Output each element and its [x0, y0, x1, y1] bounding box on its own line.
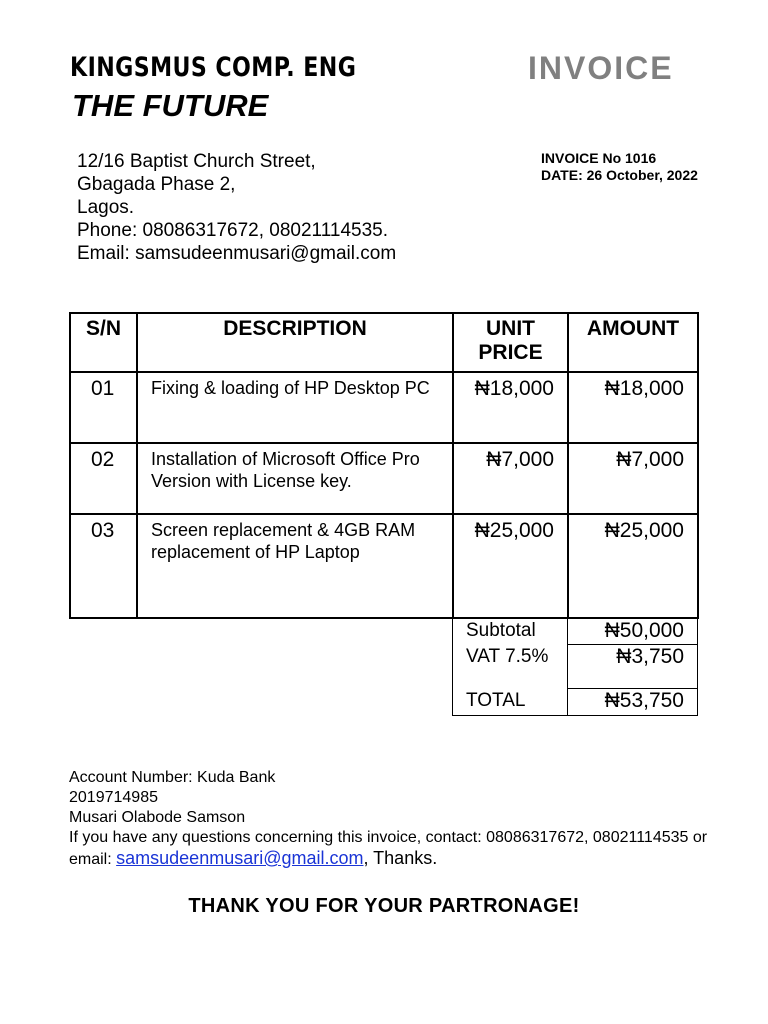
account-bank: Account Number: Kuda Bank	[69, 769, 276, 786]
table-row	[70, 514, 698, 618]
row-description: Fixing & loading of HP Desktop PC	[137, 372, 453, 443]
header-sn: S/N	[70, 313, 137, 372]
address-line-3: Lagos.	[77, 197, 135, 218]
table-row	[70, 372, 698, 443]
contact-text: If you have any questions concerning this invoice, contact: 08086317672, 08021114535 or email:	[69, 829, 708, 868]
subtotal-value: ₦50,000	[568, 619, 698, 645]
address-line-1: 12/16 Baptist Church Street,	[77, 151, 316, 172]
table-header-row	[70, 313, 698, 372]
account-number: 2019714985	[69, 789, 158, 806]
row-description: Screen replacement & 4GB RAM replacement of HP Laptop	[137, 514, 453, 618]
account-name: Musari Olabode Samson	[69, 809, 246, 826]
invoice-number: INVOICE No 1016	[541, 150, 657, 166]
row-sn: 01	[70, 372, 137, 443]
contact-note	[69, 828, 709, 870]
invoice-date: DATE: 26 October, 2022	[541, 167, 698, 183]
vat-row	[453, 645, 698, 689]
thanks-inline: , Thanks.	[363, 848, 438, 868]
subtotal-label: Subtotal	[453, 619, 568, 645]
items-table	[69, 312, 699, 619]
row-amount: ₦18,000	[568, 372, 698, 443]
address-line-2: Gbagada Phase 2,	[77, 174, 236, 195]
row-unit-price: ₦7,000	[453, 443, 568, 514]
invoice-meta	[541, 150, 701, 184]
row-description: Installation of Microsoft Office Pro Version with License key.	[137, 443, 453, 514]
vat-label: VAT 7.5%	[453, 645, 568, 689]
invoice-heading: INVOICE	[528, 50, 674, 86]
phone-line: Phone: 08086317672, 08021114535.	[77, 220, 388, 241]
email-link[interactable]: samsudeenmusari@gmail.com	[116, 848, 364, 868]
row-amount: ₦25,000	[568, 514, 698, 618]
company-address	[77, 150, 396, 265]
closing-message: THANK YOU FOR YOUR PARTRONAGE!	[188, 895, 580, 917]
header-amount: AMOUNT	[568, 313, 698, 372]
totals-table	[452, 618, 698, 716]
total-value: ₦53,750	[568, 689, 698, 716]
total-row	[453, 689, 698, 716]
table-row	[70, 443, 698, 514]
header-description: DESCRIPTION	[137, 313, 453, 372]
subtotal-row	[453, 619, 698, 645]
total-label: TOTAL	[453, 689, 568, 716]
company-name: KINGSMUS COMP. ENG	[70, 52, 357, 83]
payment-details	[69, 768, 709, 870]
vat-value: ₦3,750	[568, 645, 698, 689]
company-tagline: THE FUTURE	[72, 88, 269, 123]
row-amount: ₦7,000	[568, 443, 698, 514]
row-sn: 02	[70, 443, 137, 514]
row-unit-price: ₦25,000	[453, 514, 568, 618]
row-sn: 03	[70, 514, 137, 618]
email-line: Email: samsudeenmusari@gmail.com	[77, 243, 397, 264]
header-unit-price: UNIT PRICE	[453, 313, 568, 372]
row-unit-price: ₦18,000	[453, 372, 568, 443]
